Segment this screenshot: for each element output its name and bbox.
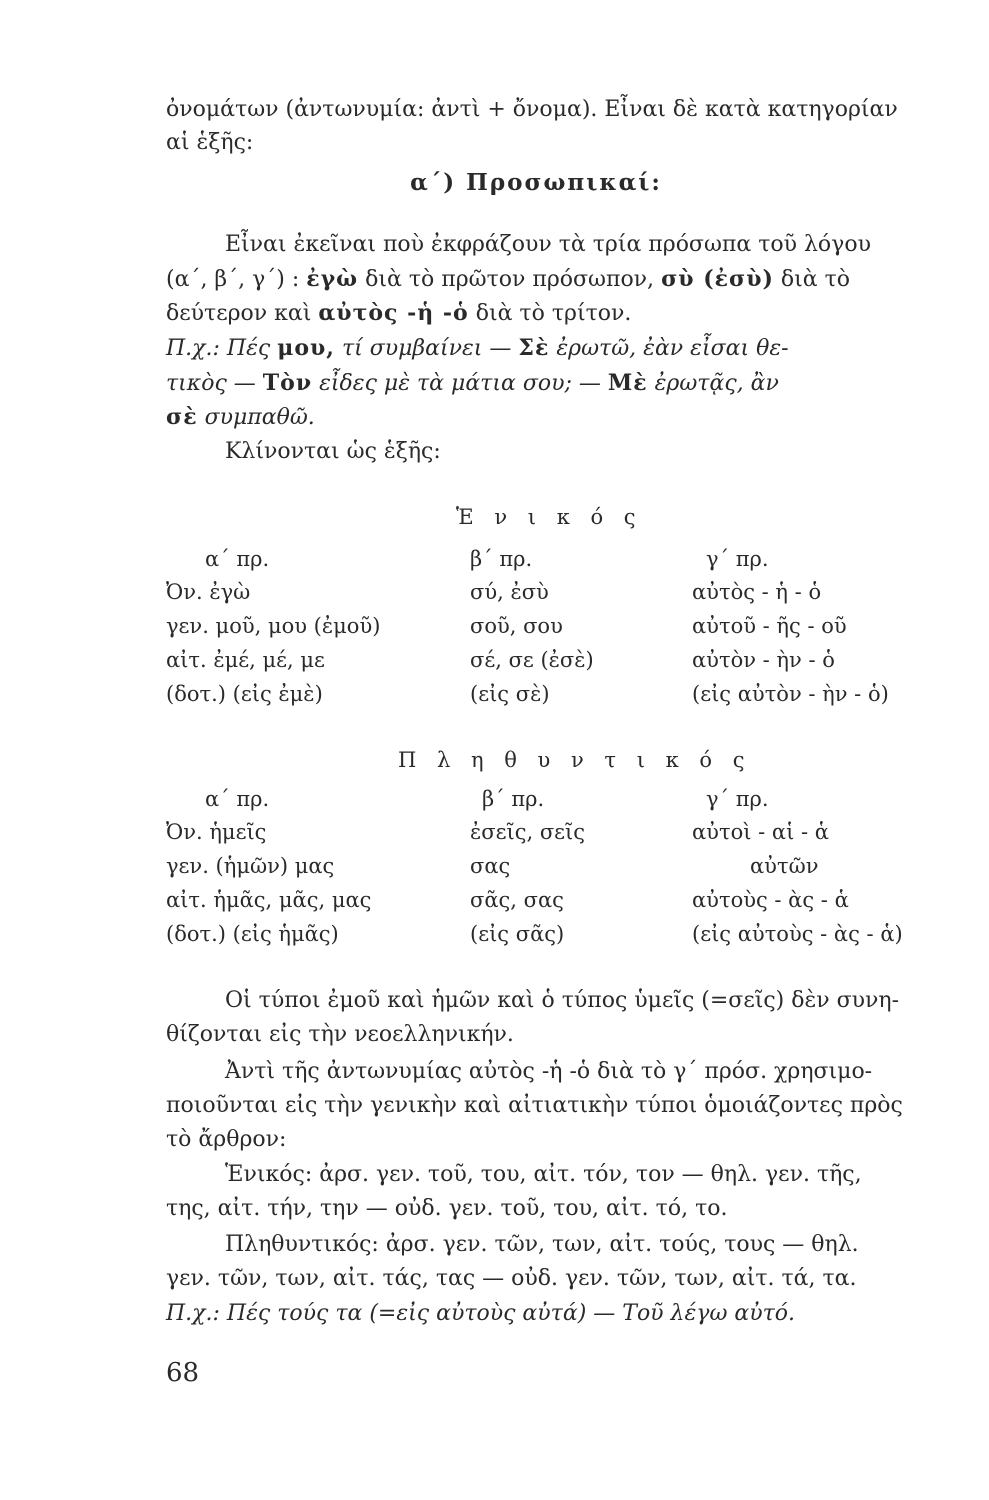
example1-bold-ton: Τὸν: [262, 370, 313, 396]
example1-text-a: Π.χ.: Πές: [166, 336, 271, 361]
plural-cell: αἰτ. ἡμᾶς, μᾶς, μας: [166, 888, 372, 912]
plural-cell: (εἰς σᾶς): [470, 922, 565, 946]
para1-line-1: Εἶναι ἐκεῖναι ποὺ ἐκφράζουν τὰ τρία πρόσωπα τοῦ λόγου: [225, 232, 871, 257]
plural-cell: αὐτῶν: [750, 854, 819, 878]
person-list: (α΄, β΄, γ΄) :: [166, 267, 300, 292]
singular-cell: Ὀν. ἐγὼ: [166, 580, 251, 604]
example2: Π.χ.: Πές τούς τα (=εἰς αὐτοὺς αὐτά) — Τοῦ λέγω αὐτό.: [166, 1301, 796, 1326]
example1-text-c: ἐρωτῶ, ἐὰν εἶσαι θε-: [556, 336, 789, 361]
singular-cell: αὐτὸς - ἡ - ὁ: [692, 580, 822, 604]
para1-line-2: [166, 264, 916, 295]
singular-cell: σοῦ, σου: [470, 614, 563, 638]
page-number: 68: [166, 1358, 200, 1388]
plural-cell: αὐτοὺς - ὰς - ἁ: [692, 888, 849, 912]
example1-bold-mou: μου,: [277, 335, 335, 361]
singular-cell: γεν. μοῦ, μου (ἐμοῦ): [166, 614, 381, 638]
plural-cell: ἐσεῖς, σεῖς: [470, 820, 586, 844]
singular-cell: (δοτ.) (εἰς ἐμὲ): [166, 682, 323, 706]
plural-header-3: γ΄ πρ.: [706, 787, 769, 811]
plural-cell: (δοτ.) (εἰς ἡμᾶς): [166, 922, 339, 946]
para1-text-b: διὰ τὸ: [780, 267, 851, 292]
para2-line-2: θίζονται εἰς τὴν νεοελληνικήν.: [166, 1022, 514, 1047]
example1-text-e: εἶδες μὲ τὰ μάτια σου; —: [319, 371, 601, 396]
singular-header-2: β΄ πρ.: [470, 547, 533, 571]
singular-cell: αὐτοῦ - ῆς - οῦ: [692, 614, 847, 638]
singular-header-3: γ΄ πρ.: [706, 547, 769, 571]
plural-cell: (εἰς αὐτοὺς - ὰς - ἁ): [692, 922, 903, 946]
singular-title: Ἑ ν ι κ ό ς: [456, 505, 643, 529]
para2-line-1: Οἱ τύποι ἐμοῦ καὶ ἡμῶν καὶ ὁ τύπος ὑμεῖς (=σεῖς) δὲν συνη-: [225, 988, 900, 1013]
para1-text-a: διὰ τὸ πρῶτον πρόσωπον,: [365, 267, 655, 292]
singular-cell: σύ, ἐσὺ: [470, 580, 549, 604]
example1-line-2: [166, 368, 916, 399]
singular-header-1: α΄ πρ.: [205, 547, 270, 571]
plural-header-1: α΄ πρ.: [205, 787, 270, 811]
example1-bold-me: Μὲ: [607, 370, 648, 396]
para5-line-1: Πληθυντικός: ἀρσ. γεν. τῶν, των, αἰτ. τούς, τους — θηλ.: [225, 1232, 859, 1257]
declined-intro: Κλίνονται ὡς ἑξῆς:: [225, 439, 441, 464]
para1-text-d: διὰ τὸ τρίτον.: [475, 301, 632, 326]
singular-cell: (εἰς αὐτὸν - ὴν - ὁ): [692, 682, 889, 706]
plural-cell: σᾶς, σας: [470, 888, 564, 912]
intro-line-2: αἱ ἑξῆς:: [166, 130, 254, 155]
plural-cell: σας: [470, 854, 511, 878]
para5-line-2: γεν. τῶν, των, αἰτ. τάς, τας — οὐδ. γεν. τῶν, των, αἰτ. τά, τα.: [166, 1266, 857, 1291]
para3-line-1: Ἀντὶ τῆς ἀντωνυμίας αὐτὸς -ἡ -ὁ διὰ τὸ γ΄ πρόσ. χρησιμο-: [225, 1059, 873, 1084]
example1-line-3: [166, 402, 916, 433]
plural-cell: αὐτοὶ - αἱ - ἁ: [692, 820, 829, 844]
plural-title: Π λ η θ υ ν τ ι κ ό ς: [398, 748, 752, 772]
pronoun-autos: αὐτὸς -ἡ -ὁ: [318, 300, 469, 326]
plural-cell: γεν. (ἡμῶν) μας: [166, 854, 335, 878]
para3-line-3: τὸ ἄρθρον:: [166, 1127, 287, 1152]
para4-line-2: της, αἰτ. τήν, την — οὐδ. γεν. τοῦ, του, αἰτ. τό, το.: [166, 1196, 728, 1221]
example1-bold-se2: σὲ: [166, 404, 198, 430]
singular-cell: αὐτὸν - ὴν - ὁ: [692, 648, 835, 672]
example1-line-1: [166, 333, 916, 364]
section-heading: α΄) Προσωπικαί:: [410, 169, 662, 196]
pronoun-ego: ἐγὼ: [306, 266, 359, 292]
plural-cell: Ὀν. ἡμεῖς: [166, 820, 267, 844]
example1-text-f: ἐρωτᾷς, ἂν: [654, 371, 779, 396]
plural-header-2: β΄ πρ.: [482, 787, 545, 811]
example1-text-b: τί συμβαίνει —: [341, 336, 512, 361]
pronoun-sy: σὺ (ἐσὺ): [661, 266, 774, 292]
para4-line-1: Ἑνικός: ἀρσ. γεν. τοῦ, του, αἰτ. τόν, τον — θηλ. γεν. τῆς,: [225, 1162, 862, 1187]
example1-text-g: συμπαθῶ.: [204, 405, 315, 430]
para1-line-3: [166, 298, 916, 329]
singular-cell: (εἰς σὲ): [470, 682, 550, 706]
example1-bold-se: Σὲ: [518, 335, 550, 361]
singular-cell: σέ, σε (ἐσὲ): [470, 648, 594, 672]
singular-cell: αἰτ. ἐμέ, μέ, με: [166, 648, 325, 672]
intro-line-1: ὀνομάτων (ἀντωνυμία: ἀντὶ + ὄνομα). Εἶναι δὲ κατὰ κατηγορίαν: [166, 97, 898, 122]
example1-text-d: τικὸς —: [166, 371, 256, 396]
para3-line-2: ποιοῦνται εἰς τὴν γενικὴν καὶ αἰτιατικὴν τύποι ὁμοιάζοντες πρὸς: [166, 1093, 903, 1118]
para1-text-c: δεύτερον καὶ: [166, 301, 312, 326]
